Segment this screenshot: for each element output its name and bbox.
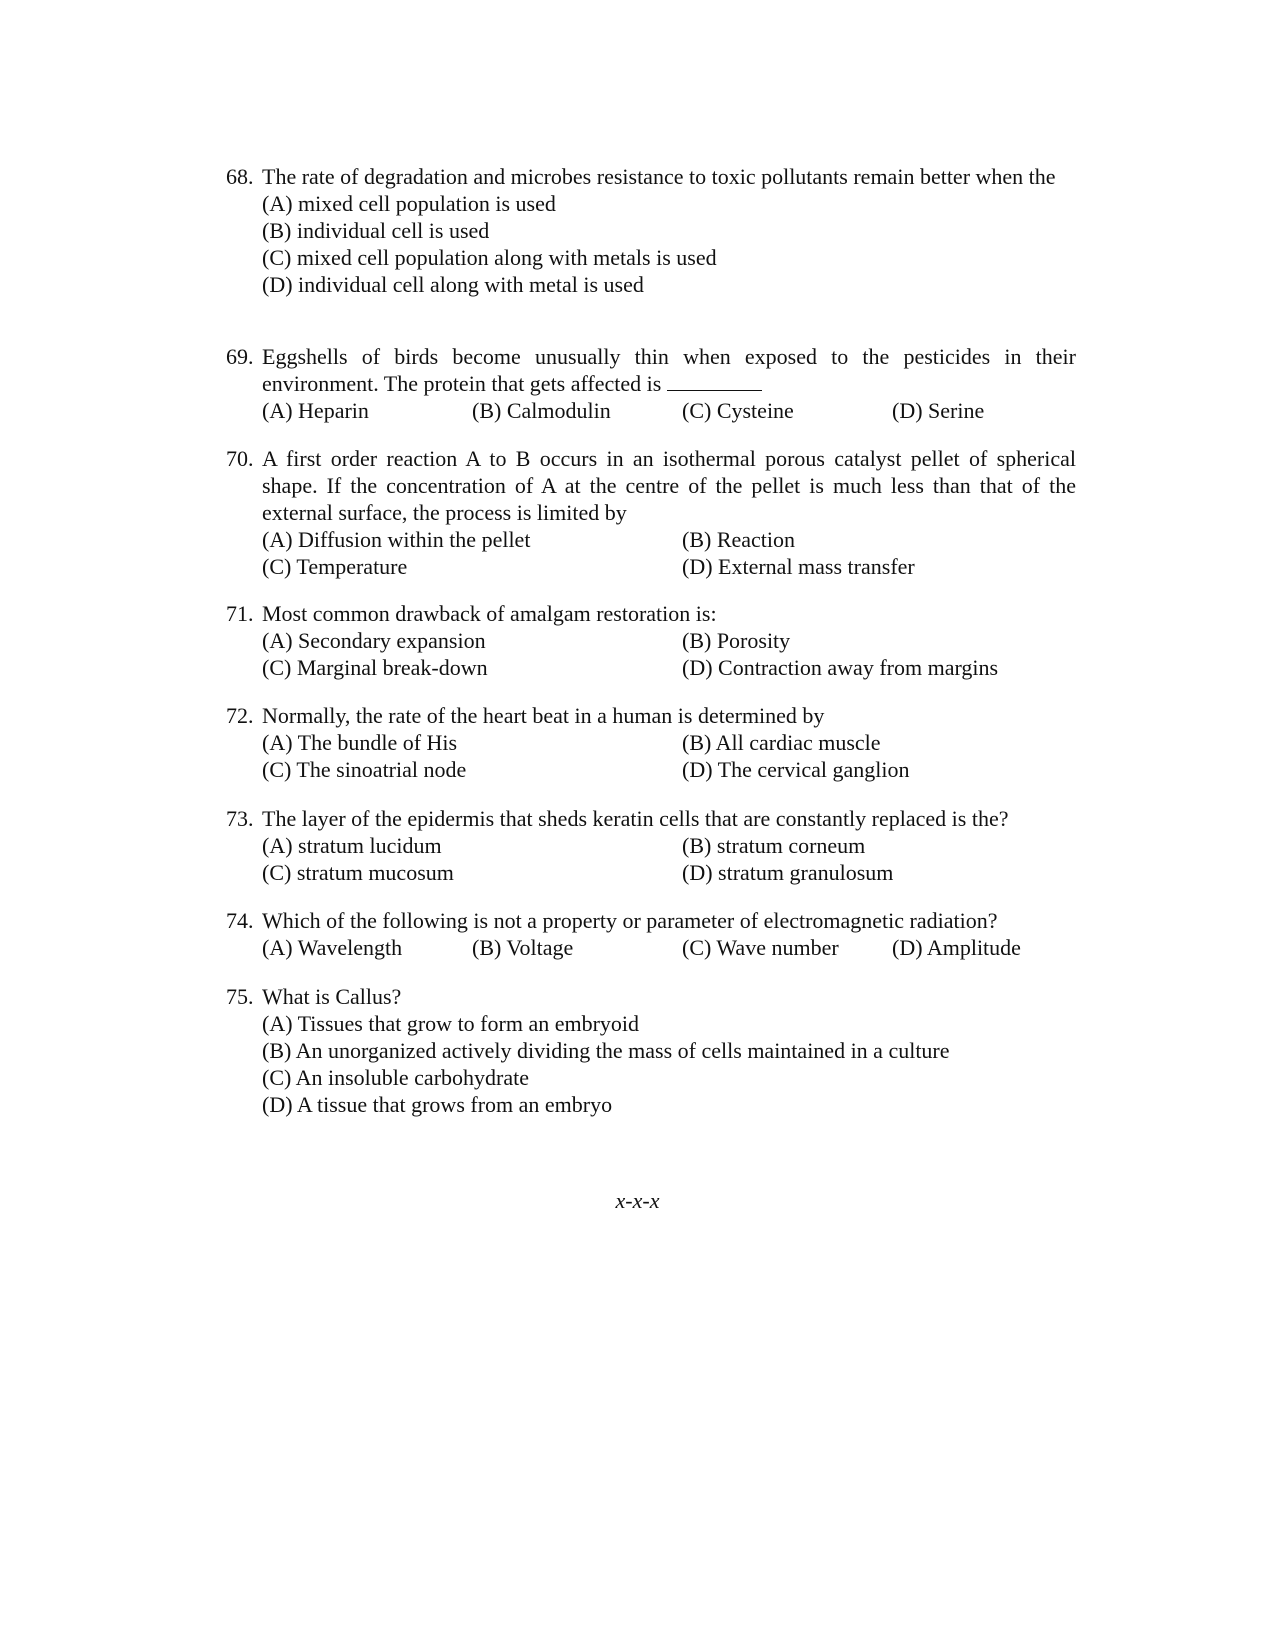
options-list	[226, 397, 1076, 424]
question-74	[226, 907, 1076, 961]
question-text: Normally, the rate of the heart beat in a human is determined by	[262, 703, 825, 728]
option-b: (B) Porosity	[682, 628, 791, 653]
question-stem	[226, 702, 1076, 729]
question-text: Eggshells of birds become unusually thin when exposed to the pesticides in their environment. The protein that gets affected is	[262, 344, 1076, 396]
options-list	[226, 934, 1076, 961]
question-stem	[226, 445, 1076, 526]
option-b: (B) individual cell is used	[262, 218, 490, 243]
option-c: (C) The sinoatrial node	[262, 757, 467, 782]
question-number: 69.	[226, 344, 254, 369]
option-b: (B) Calmodulin	[472, 398, 611, 423]
option-c: (C) An insoluble carbohydrate	[262, 1065, 529, 1090]
question-number: 68.	[226, 164, 254, 189]
question-73	[226, 805, 1076, 886]
option-b: (B) All cardiac muscle	[682, 730, 881, 755]
option-c: (C) mixed cell population along with metals is used	[262, 245, 717, 270]
option-a: (A) Secondary expansion	[262, 628, 486, 653]
option-c: (C) Wave number	[682, 935, 839, 960]
question-stem	[226, 600, 1076, 627]
option-d: (D) A tissue that grows from an embryo	[262, 1092, 613, 1117]
option-d: (D) External mass transfer	[682, 554, 915, 579]
question-72	[226, 702, 1076, 783]
option-b: (B) An unorganized actively dividing the mass of cells maintained in a culture	[262, 1038, 950, 1063]
option-a: (A) Diffusion within the pellet	[262, 527, 531, 552]
question-stem	[226, 163, 1076, 190]
option-d: (D) Amplitude	[892, 935, 1021, 960]
option-a: (A) The bundle of His	[262, 730, 458, 755]
question-number: 74.	[226, 908, 254, 933]
question-text: Most common drawback of amalgam restoration is:	[262, 601, 717, 626]
option-d: (D) individual cell along with metal is used	[262, 272, 644, 297]
option-d: (D) Contraction away from margins	[682, 655, 999, 680]
option-c: (C) Temperature	[262, 554, 408, 579]
question-stem	[226, 907, 1076, 934]
option-a: (A) mixed cell population is used	[262, 191, 556, 216]
answer-blank	[667, 372, 762, 391]
question-number: 70.	[226, 446, 254, 471]
options-list	[226, 832, 1076, 886]
question-text: Which of the following is not a property or parameter of electromagnetic radiation?	[262, 908, 998, 933]
options-list	[226, 1010, 1076, 1118]
question-number: 72.	[226, 703, 254, 728]
question-stem	[226, 805, 1076, 832]
question-text: A first order reaction A to B occurs in an isothermal porous catalyst pellet of spherical shape. If the concentration of A at the centre of the pellet is much less than that of the external surface, the process is limited by	[262, 446, 1076, 525]
option-c: (C) stratum mucosum	[262, 860, 454, 885]
option-c: (C) Marginal break-down	[262, 655, 488, 680]
option-d: (D) stratum granulosum	[682, 860, 894, 885]
question-69	[226, 343, 1076, 424]
question-75	[226, 983, 1076, 1118]
question-text: The rate of degradation and microbes resistance to toxic pollutants remain better when the	[262, 164, 1056, 189]
options-list	[226, 190, 1076, 298]
question-71	[226, 600, 1076, 681]
question-number: 73.	[226, 806, 254, 831]
options-list	[226, 627, 1076, 681]
option-a: (A) Wavelength	[262, 935, 403, 960]
question-stem	[226, 343, 1076, 397]
options-list	[226, 526, 1076, 580]
option-a: (A) stratum lucidum	[262, 833, 442, 858]
question-text: What is Callus?	[262, 984, 402, 1009]
option-a: (A) Heparin	[262, 398, 369, 423]
option-b: (B) Voltage	[472, 935, 574, 960]
option-d: (D) Serine	[892, 398, 985, 423]
option-b: (B) stratum corneum	[682, 833, 866, 858]
question-stem	[226, 983, 1076, 1010]
question-number: 71.	[226, 601, 254, 626]
question-text: The layer of the epidermis that sheds keratin cells that are constantly replaced is the?	[262, 806, 1009, 831]
options-list	[226, 729, 1076, 783]
question-70	[226, 445, 1076, 580]
question-68	[226, 163, 1076, 298]
option-b: (B) Reaction	[682, 527, 796, 552]
end-marker: x-x-x	[615, 1188, 660, 1213]
question-number: 75.	[226, 984, 254, 1009]
option-c: (C) Cysteine	[682, 398, 794, 423]
option-d: (D) The cervical ganglion	[682, 757, 910, 782]
option-a: (A) Tissues that grow to form an embryoid	[262, 1011, 640, 1036]
